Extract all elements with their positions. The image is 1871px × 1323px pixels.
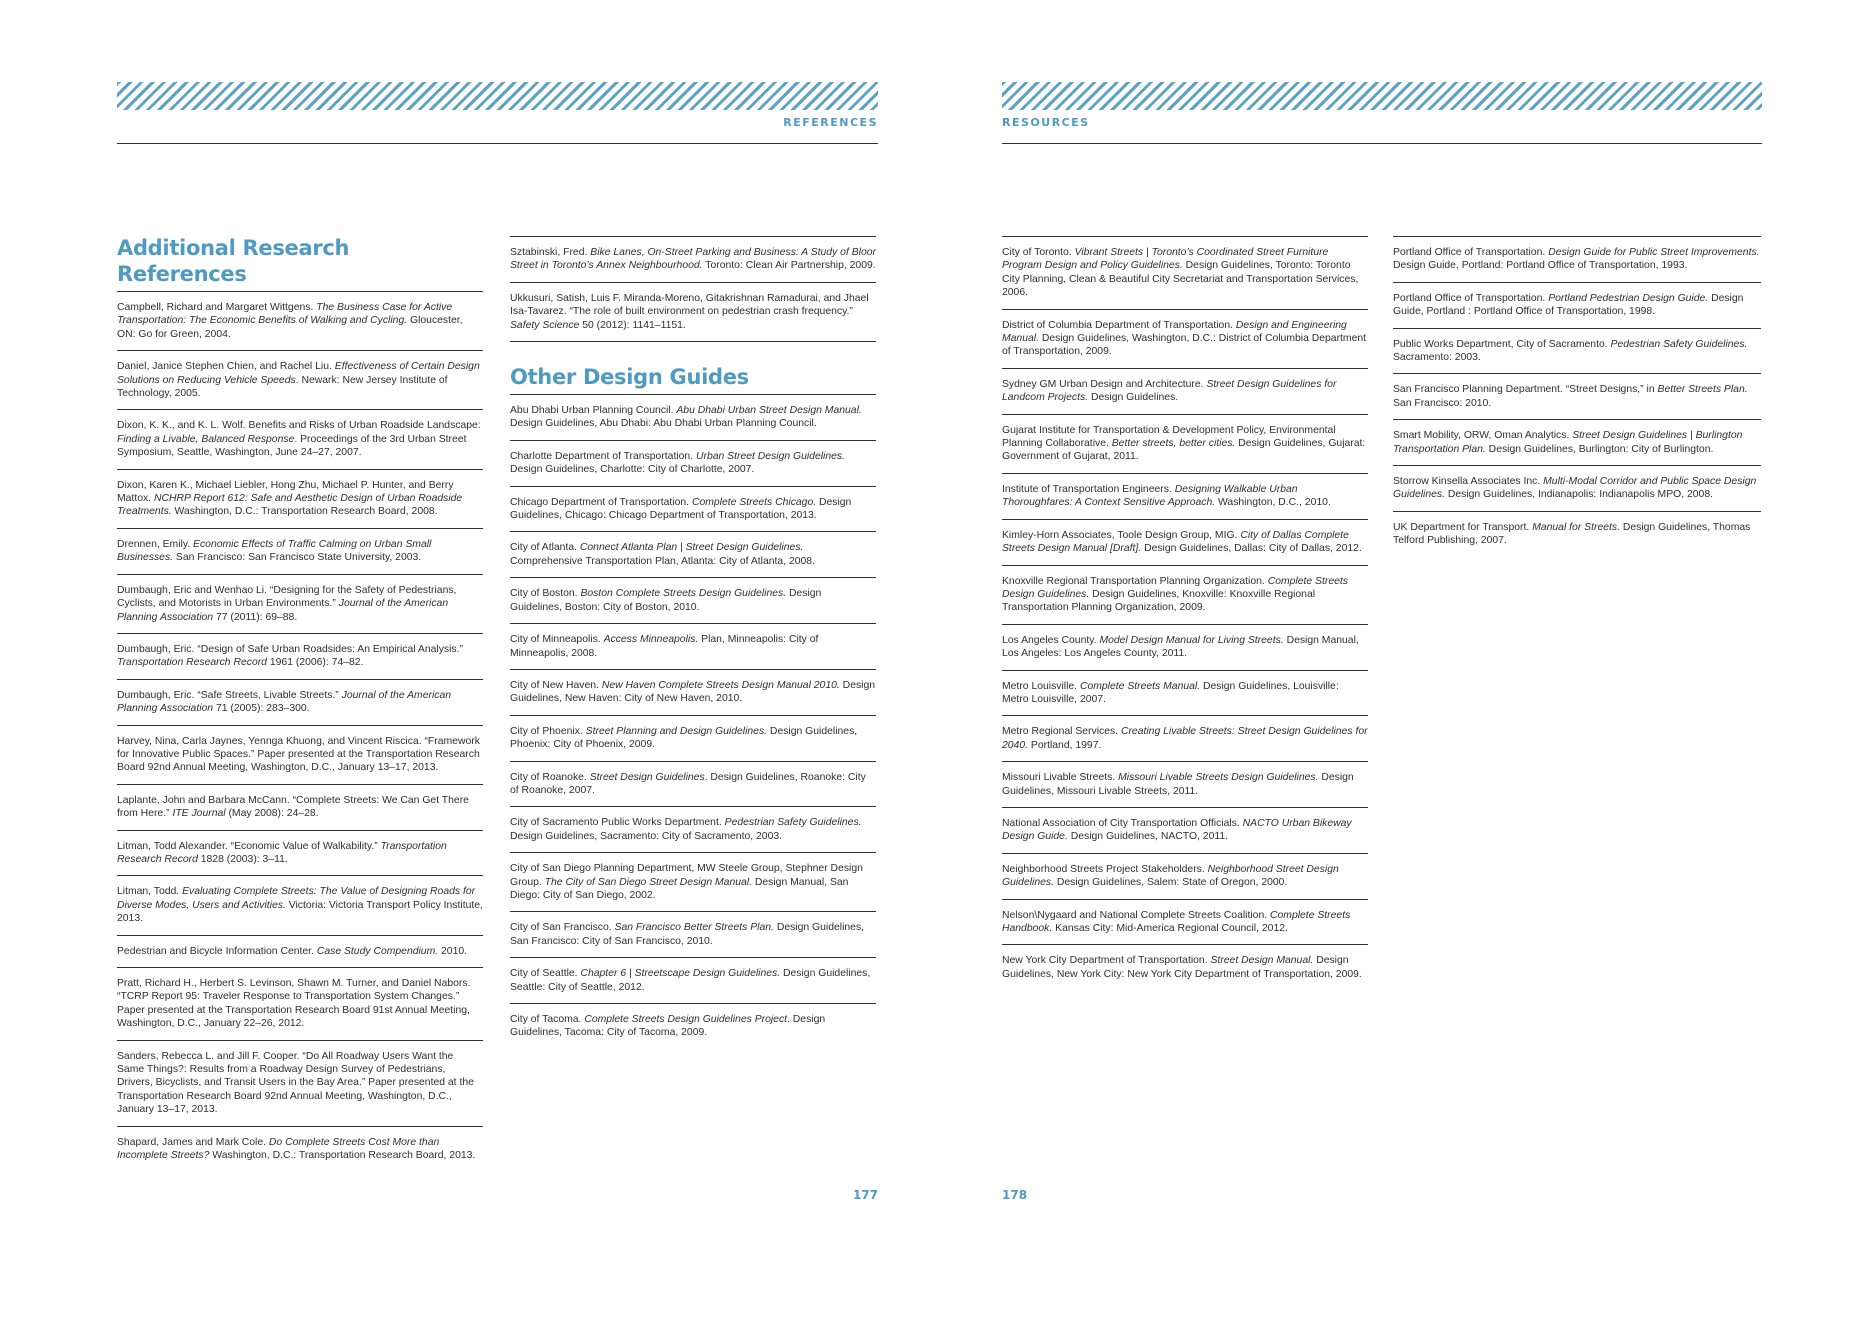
reference-entry <box>1393 466 1761 512</box>
reference-text: San Francisco: San Francisco State University, 2003. <box>173 552 422 564</box>
reference-entry <box>1393 329 1761 375</box>
reference-entry <box>510 1004 876 1049</box>
reference-title: Chapter 6 | Streetscape Design Guidelines. <box>580 968 781 980</box>
reference-text: Charlotte Department of Transportation. <box>510 450 696 462</box>
reference-title: Pedestrian Safety Guidelines. <box>1610 338 1748 350</box>
reference-title: Transportation Research Record <box>117 657 267 669</box>
reference-title: Connect Atlanta Plan | Street Design Guidelines. <box>579 542 804 554</box>
research-references-column-1 <box>117 236 483 1171</box>
reference-text: Smart Mobility, ORW, Oman Analytics. <box>1393 430 1573 442</box>
reference-entry <box>510 236 876 283</box>
resources-column-1 <box>1002 236 1368 990</box>
reference-entry <box>510 624 876 670</box>
reference-text: Design Guidelines, Dallas: City of Dallas, 2012. <box>1141 543 1362 555</box>
reference-text: 77 (2011): 69–88. <box>213 611 298 623</box>
resources-column-2 <box>1393 236 1761 557</box>
reference-entry <box>117 936 483 968</box>
reference-title: The City of San Diego Street Design Manual. <box>544 876 752 888</box>
page-number-right: 178 <box>1002 1188 1028 1202</box>
reference-title: New Haven Complete Streets Design Manual 2010. <box>601 679 840 691</box>
reference-text: Metro Regional Services. <box>1002 726 1121 738</box>
reference-entry <box>117 1127 483 1172</box>
reference-text: Ukkusuri, Satish, Luis F. Miranda-Moreno, Gitakrishnan Ramadurai, and Jhael Isa-Tavarez. “The role of built environment on pedestrian crash frequency.” <box>510 292 869 318</box>
reference-text: Portland Office of Transportation. <box>1393 247 1549 258</box>
reference-title: Missouri Livable Streets Design Guidelines. <box>1118 772 1319 784</box>
reference-entry <box>510 807 876 853</box>
reference-title: Manual for Streets. <box>1532 521 1620 533</box>
reference-text: Design Guidelines, Abu Dhabi: Abu Dhabi Urban Planning Council. <box>510 418 817 430</box>
reference-title: City of Dallas Complete Streets Design Manual [Draft]. <box>1002 529 1349 555</box>
reference-entry <box>117 292 483 351</box>
reference-text: Sanders, Rebecca L. and Jill F. Cooper. “Do All Roadway Users Want the Same Things?: Results from a Roadway Design Survey of Pedestrians, Drivers, Bicyclists, and Transit Users in the Bay Area.” Paper presented at the Transportation Research Board 92nd Annual Meeting, Washington, D.C., January 13–17, 2013. <box>117 1050 474 1116</box>
reference-text: Washington, D.C., 2010. <box>1215 497 1331 509</box>
reference-text: Dixon, Karen K., Michael Liebler, Hong Zhu, Michael P. Hunter, and Berry Mattox. <box>117 479 454 505</box>
reference-title: Better Streets Plan. <box>1657 384 1748 396</box>
reference-entry <box>1002 236 1368 310</box>
reference-title: Street Design Manual. <box>1210 955 1314 967</box>
reference-text: Gujarat Institute for Transportation & Development Policy, Environmental Planning Collaborative. <box>1002 424 1336 450</box>
reference-text: Los Angeles County. <box>1002 634 1100 646</box>
reference-text: Design Guidelines, Knoxville: Knoxville Regional Transportation Planning Organization, 2009. <box>1002 588 1316 614</box>
reference-text: Design Guidelines, Salem: State of Oregon, 2000. <box>1053 877 1288 889</box>
reference-text: City of San Francisco. <box>510 922 615 934</box>
research-list-2 <box>510 236 876 342</box>
reference-entry <box>510 670 876 716</box>
reference-entry <box>117 876 483 935</box>
reference-entry <box>1002 474 1368 520</box>
reference-text: Design Guidelines, Charlotte: City of Charlotte, 2007. <box>510 464 755 476</box>
reference-title: Multi-Modal Corridor and Public Space Design Guidelines. <box>1393 476 1757 501</box>
reference-entry <box>1393 374 1761 420</box>
reference-text: Daniel, Janice Stephen Chien, and Rachel Liu. <box>117 361 335 373</box>
reference-text: Public Works Department, City of Sacramento. <box>1393 338 1611 350</box>
reference-text: Nelson\Nygaard and National Complete Streets Coalition. <box>1002 909 1270 921</box>
reference-title: Street Planning and Design Guidelines. <box>585 725 768 737</box>
reference-text: Design Guidelines, Missouri Livable Streets, 2011. <box>1002 772 1354 797</box>
reference-title: Design and Engineering Manual. <box>1002 319 1347 345</box>
reference-text: City of Phoenix. <box>510 725 586 737</box>
reference-title: Boston Complete Streets Design Guidelines. <box>580 588 787 600</box>
reference-text: City of Toronto. <box>1002 247 1075 258</box>
reference-text: Design Guide, Portland : Portland Office of Transportation, 1998. <box>1393 292 1744 318</box>
reference-entry <box>510 958 876 1004</box>
reference-entry <box>1002 625 1368 671</box>
reference-text: Design Guidelines, Thomas Telford Publishing, 2007. <box>1393 521 1751 547</box>
reference-text: City of Minneapolis. <box>510 634 604 646</box>
reference-text: Gloucester, ON: Go for Green, 2004. <box>117 315 463 340</box>
reference-title: Designing Walkable Urban Thoroughfares: A Context Sensitive Approach. <box>1002 483 1298 509</box>
reference-entry <box>1002 369 1368 415</box>
reference-text: Chicago Department of Transportation. <box>510 496 692 508</box>
reference-entry <box>1002 520 1368 566</box>
reference-entry <box>117 351 483 410</box>
heading-additional-research-references: Additional Research References <box>117 235 483 292</box>
reference-title: Journal of the American Planning Association <box>117 689 452 715</box>
reference-title: Better streets, better cities. <box>1111 438 1236 450</box>
reference-title: Street Design Guidelines | Burlington Transportation Plan. <box>1393 430 1743 455</box>
reference-entry <box>1002 566 1368 625</box>
reference-text: Storrow Kinsella Associates Inc. <box>1393 476 1544 488</box>
reference-title: Street Design Guidelines <box>589 771 705 783</box>
reference-entry <box>1002 854 1368 900</box>
reference-text: Washington, D.C.: Transportation Research Board, 2008. <box>171 506 438 518</box>
reference-title: Pedestrian Safety Guidelines. <box>724 817 862 829</box>
reference-text: Design Guidelines, Washington, D.C.: District of Columbia Department of Transportation, 2009. <box>1002 333 1367 358</box>
header-hatch-band <box>1002 82 1762 110</box>
page-number-left: 177 <box>852 1188 878 1202</box>
reference-text: Dixon, K. K., and K. L. Wolf. Benefits and Risks of Urban Roadside Landscape: <box>117 420 481 432</box>
reference-title: The Business Case for Active Transportation: The Economic Benefits of Walking and Cycling. <box>117 302 453 327</box>
reference-title: Case Study Compendium. <box>316 945 439 957</box>
reference-text: National Association of City Transportation Officials. <box>1002 817 1243 829</box>
reference-entry <box>1002 762 1368 808</box>
reference-entry <box>1393 420 1761 466</box>
reference-text: City of Tacoma. <box>510 1014 585 1025</box>
reference-text: Design Guidelines, Toronto: Toronto City Planning, Clean & Beautiful City Secretariat and Transportation Services, 2006. <box>1002 260 1359 299</box>
reference-text: Missouri Livable Streets. <box>1002 772 1119 784</box>
reference-title: NCHRP Report 612: Safe and Aesthetic Design of Urban Roadside Treatments. <box>117 493 463 518</box>
reference-text: Design Guidelines, San Francisco: City of San Francisco, 2010. <box>510 922 865 947</box>
reference-entry <box>510 441 876 487</box>
reference-text: City of Roanoke. <box>510 771 590 783</box>
reference-text: Design Guidelines, NACTO, 2011. <box>1067 831 1229 843</box>
reference-title: San Francisco Better Streets Plan. <box>614 922 774 934</box>
reference-title: Do Complete Streets Cost More than Incomplete Streets? <box>117 1136 440 1162</box>
reference-entry <box>510 912 876 958</box>
reference-entry <box>510 532 876 578</box>
reference-title: Evaluating Complete Streets: The Value of Designing Roads for Diverse Modes, Users and Activities. <box>117 886 476 911</box>
reference-text: Kimley-Horn Associates, Toole Design Group, MIG. <box>1002 529 1241 541</box>
reference-entry <box>117 470 483 529</box>
reference-entry <box>117 1041 483 1127</box>
reference-title: Economic Effects of Traffic Calming on Urban Small Businesses. <box>117 538 432 564</box>
reference-entry <box>510 283 876 342</box>
reference-text: Design Guidelines, Indianapolis: Indianapolis MPO, 2008. <box>1444 489 1713 501</box>
reference-entry <box>510 395 876 441</box>
reference-text: Sydney GM Urban Design and Architecture. <box>1002 378 1207 390</box>
reference-title: Journal of the American Planning Association <box>117 598 449 623</box>
reference-text: Knoxville Regional Transportation Planning Organization. <box>1002 575 1268 587</box>
reference-entry <box>1393 512 1761 557</box>
reference-text: 71 (2005): 283–300. <box>213 703 310 715</box>
reference-title: Abu Dhabi Urban Street Design Manual. <box>676 405 862 417</box>
reference-entry <box>1002 716 1368 762</box>
reference-entry <box>1393 236 1761 283</box>
reference-text: Design Guidelines, Sacramento: City of Sacramento, 2003. <box>510 830 783 842</box>
reference-entry <box>1002 808 1368 854</box>
section-label-resources: RESOURCES <box>1002 116 1090 129</box>
reference-text: 50 (2012): 1141–1151. <box>579 319 686 331</box>
reference-text: Comprehensive Transportation Plan, Atlanta: City of Atlanta, 2008. <box>510 555 815 567</box>
reference-entry <box>510 853 876 912</box>
reference-text: Design Manual, San Diego: City of San Diego, 2002. <box>510 876 849 901</box>
reference-entry <box>510 762 876 808</box>
reference-text: City of Boston. <box>510 588 581 600</box>
reference-text: Design Guidelines, Chicago: Chicago Department of Transportation, 2013. <box>510 496 852 522</box>
reference-text: San Francisco Planning Department. “Street Designs,” in <box>1393 384 1658 396</box>
reference-text: Harvey, Nina, Carla Jaynes, Yennga Khuong, and Vincent Riscica. “Framework for Innovative Public Spaces.” Paper presented at the Transportation Research Board 92nd Annual Meeting, Washington, D.C., January 13–17, 2013. <box>117 735 480 774</box>
reference-text: (May 2008): 24–28. <box>225 808 319 820</box>
reference-text: UK Department for Transport. <box>1393 521 1533 533</box>
reference-entry <box>510 578 876 624</box>
reference-text: City of Sacramento Public Works Department. <box>510 817 725 829</box>
reference-text: Victoria: Victoria Transport Policy Institute, 2013. <box>117 899 483 925</box>
reference-text: Design Guidelines, New Haven: City of New Haven, 2010. <box>510 679 876 705</box>
reference-text: San Francisco: 2010. <box>1393 397 1492 409</box>
page-178 <box>936 0 1871 1323</box>
reference-text: Design Manual, Los Angeles: Los Angeles County, 2011. <box>1002 634 1359 660</box>
reference-entry <box>1002 945 1368 990</box>
heading-other-design-guides: Other Design Guides <box>510 364 876 395</box>
reference-title: Complete Streets Design Guidelines. <box>1002 575 1348 600</box>
design-guides-list <box>510 395 876 1049</box>
reference-title: Safety Science <box>510 319 580 331</box>
reference-entry <box>1393 283 1761 329</box>
reference-text: Design Guidelines, Boston: City of Boston, 2010. <box>510 588 822 613</box>
reference-text: Washington, D.C.: Transportation Research Board, 2013. <box>209 1150 476 1162</box>
reference-text: 2010. <box>438 945 468 957</box>
reference-text: Abu Dhabi Urban Planning Council. <box>510 405 677 417</box>
reference-entry <box>117 831 483 877</box>
reference-title: Model Design Manual for Living Streets. <box>1099 634 1284 646</box>
reference-text: Litman, Todd. <box>117 886 183 898</box>
reference-text: . Proceedings of the 3rd Urban Street Symposium, Seattle, Washington, June 24–27, 2007. <box>117 433 467 459</box>
reference-title: Complete Streets Handbook. <box>1002 909 1351 934</box>
reference-entry <box>510 716 876 762</box>
reference-text: Shapard, James and Mark Cole. <box>117 1136 269 1148</box>
reference-text: Drennen, Emily. <box>117 538 194 550</box>
reference-title: Complete Streets Design Guidelines Project <box>584 1014 788 1025</box>
reference-text: Litman, Todd Alexander. “Economic Value of Walkability.” <box>117 840 381 852</box>
reference-entry <box>1002 900 1368 946</box>
reference-title: ITE Journal <box>172 808 226 820</box>
reference-text: Dumbaugh, Eric. “Safe Streets, Livable Streets.” <box>117 689 342 701</box>
reference-text: Design Guidelines, Louisville: Metro Louisville, 2007. <box>1002 680 1339 705</box>
reference-text: Design Guidelines, Phoenix: City of Phoenix, 2009. <box>510 725 858 751</box>
reference-text: Laplante, John and Barbara McCann. “Complete Streets: We Can Get There from Here.” <box>117 794 469 820</box>
reference-text: Dumbaugh, Eric. “Design of Safe Urban Roadsides: An Empirical Analysis.” <box>117 643 463 655</box>
reference-entry <box>117 410 483 469</box>
header-rule <box>117 143 878 144</box>
reference-text: City of Atlanta. <box>510 542 580 554</box>
reference-entry <box>117 968 483 1041</box>
reference-entry <box>117 785 483 831</box>
resources-list-2 <box>1393 236 1761 557</box>
reference-title: Design Guide for Public Street Improvements. <box>1548 247 1760 258</box>
reference-text: . Design Guidelines, Tacoma: City of Tacoma, 2009. <box>510 1014 826 1039</box>
research-list-1 <box>117 292 483 1171</box>
reference-text: Institute of Transportation Engineers. <box>1002 483 1175 495</box>
reference-text: Dumbaugh, Eric and Wenhao Li. “Designing for the Safety of Pedestrians, Cyclists, and Motorists in Urban Environments.” <box>117 584 457 610</box>
reference-text: Design Guide, Portland: Portland Office of Transportation, 1993. <box>1393 260 1688 272</box>
reference-text: Portland Office of Transportation. <box>1393 292 1549 304</box>
reference-text: Design Guidelines, New York City: New York City Department of Transportation, 2009. <box>1002 955 1362 980</box>
reference-text: District of Columbia Department of Transportation. <box>1002 319 1236 331</box>
reference-text: Toronto: Clean Air Partnership, 2009. <box>702 260 876 272</box>
reference-text: Design Guidelines, Burlington: City of Burlington. <box>1485 443 1714 455</box>
reference-text: City of Seattle. <box>510 968 581 980</box>
reference-text: New York City Department of Transportation. <box>1002 955 1211 967</box>
reference-text: City of San Diego Planning Department, MW Steele Group, Stephner Design Group. <box>510 863 863 888</box>
reference-text: Kansas City: Mid-America Regional Council, 2012. <box>1052 923 1288 934</box>
reference-title: Vibrant Streets | Toronto’s Coordinated Street Furniture Program Design and Policy Guidelines. <box>1002 247 1329 272</box>
reference-text: Neighborhood Streets Project Stakeholders. <box>1002 863 1208 875</box>
reference-title: Transportation Research Record <box>117 840 447 865</box>
reference-text: Design Guidelines, Gujarat: Government of Gujarat, 2011. <box>1002 438 1366 463</box>
reference-title: Bike Lanes, On-Street Parking and Business: A Study of Bloor Street in Toronto’s Annex Neighbourhood. <box>510 247 876 272</box>
reference-text: Sztabinski, Fred. <box>510 247 591 258</box>
reference-title: Creating Livable Streets: Street Design Guidelines for 2040. <box>1002 726 1368 751</box>
reference-entry <box>117 726 483 785</box>
reference-entry <box>117 680 483 726</box>
reference-entry <box>117 575 483 634</box>
reference-text: 1961 (2006): 74–82. <box>266 657 364 669</box>
reference-title: Street Design Guidelines for Landcom Projects. <box>1002 378 1337 404</box>
research-references-column-2 <box>510 236 876 1049</box>
reference-title: NACTO Urban Bikeway Design Guide. <box>1002 817 1352 843</box>
reference-text: 1828 (2003): 3–11. <box>197 853 288 865</box>
reference-title: Portland Pedestrian Design Guide. <box>1548 292 1709 304</box>
reference-entry <box>1002 415 1368 474</box>
section-label-references: REFERENCES <box>783 116 878 129</box>
reference-text: Metro Louisville. <box>1002 680 1080 692</box>
reference-text: Pedestrian and Bicycle Information Center. <box>117 945 317 957</box>
reference-text: Design Guidelines. <box>1088 392 1179 404</box>
reference-title: Urban Street Design Guidelines. <box>695 450 845 462</box>
reference-title: Neighborhood Street Design Guidelines. <box>1002 863 1339 889</box>
reference-text: . Newark: New Jersey Institute of Technology, 2005. <box>117 374 448 400</box>
reference-title: Finding a Livable, Balanced Response <box>117 433 295 445</box>
reference-text: Sacramento: 2003. <box>1393 352 1481 364</box>
reference-title: Complete Streets Manual. <box>1079 680 1201 692</box>
reference-text: Plan, Minneapolis: City of Minneapolis, 2008. <box>510 634 819 659</box>
reference-entry <box>1002 310 1368 369</box>
header-rule <box>1002 143 1762 144</box>
reference-entry <box>1002 671 1368 717</box>
reference-entry <box>117 529 483 575</box>
reference-title: Complete Streets Chicago. <box>691 496 817 508</box>
reference-text: City of New Haven. <box>510 679 602 691</box>
reference-text: Campbell, Richard and Margaret Wittgens. <box>117 302 317 313</box>
reference-entry <box>117 634 483 680</box>
reference-text: Portland, 1997. <box>1028 739 1102 751</box>
header-hatch-band <box>117 82 878 110</box>
resources-list-1 <box>1002 236 1368 990</box>
reference-text: Design Guidelines, Seattle: City of Seattle, 2012. <box>510 968 871 993</box>
reference-text: . Design Guidelines, Roanoke: City of Roanoke, 2007. <box>510 771 866 796</box>
reference-title: Access Minneapolis. <box>603 634 699 646</box>
reference-text: Pratt, Richard H., Herbert S. Levinson, Shawn M. Turner, and Daniel Nabors. “TCRP Report 95: Traveler Response to Transportation System Changes.” Paper presented at the Transportation Research Board 91st Annual Meeting, Washington, D.C., January 22–26, 2012. <box>117 978 471 1030</box>
reference-title: Effectiveness of Certain Design Solutions on Reducing Vehicle Speeds <box>117 361 480 386</box>
reference-entry <box>510 487 876 533</box>
